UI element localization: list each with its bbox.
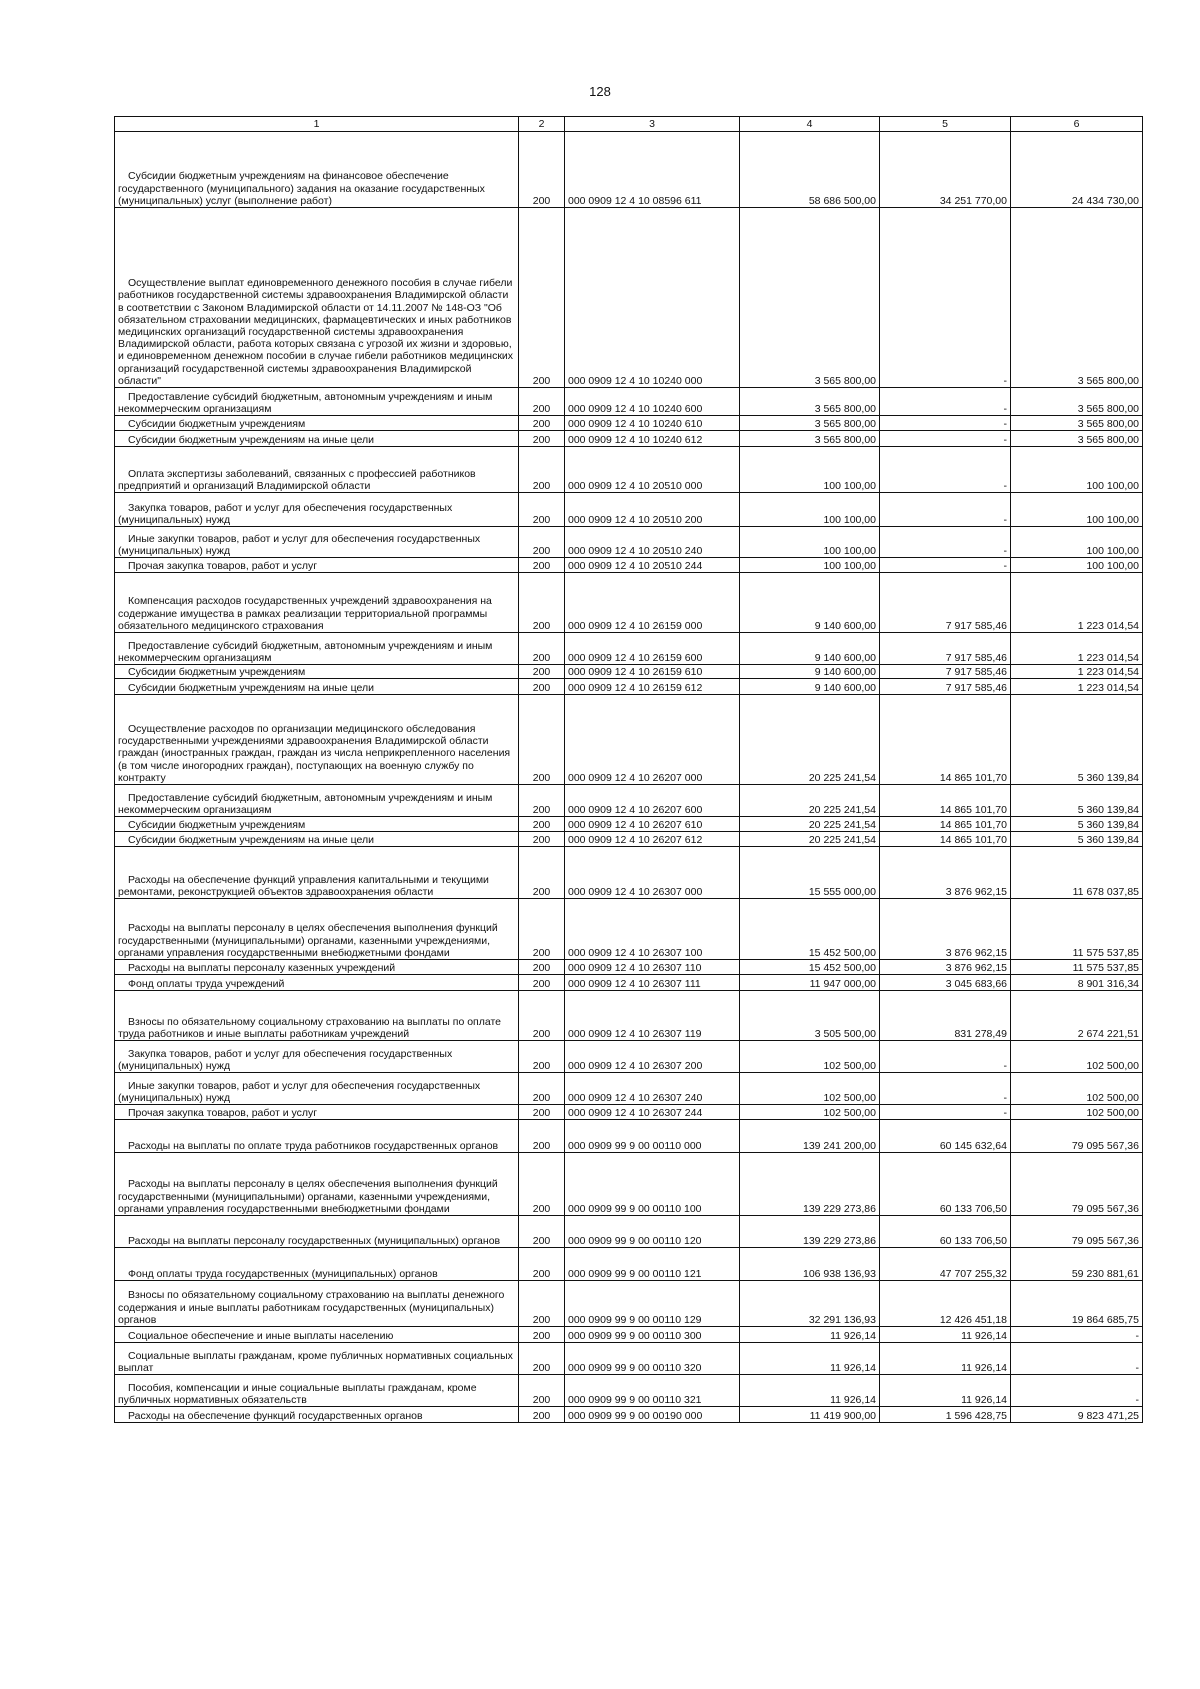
- header-col-1: 1: [115, 117, 519, 132]
- row-unexecuted: 102 500,00: [1011, 1105, 1143, 1120]
- row-approved: 15 452 500,00: [740, 899, 880, 960]
- table-row: [115, 1375, 1143, 1407]
- row-unexecuted: 79 095 567,36: [1011, 1153, 1143, 1216]
- row-code: 200: [519, 975, 565, 991]
- row-code: 200: [519, 447, 565, 493]
- table-row: [115, 1407, 1143, 1423]
- row-code: 200: [519, 633, 565, 665]
- row-name-text: Субсидии бюджетным учреждениям на иные цели: [128, 681, 374, 694]
- row-unexecuted: 100 100,00: [1011, 447, 1143, 493]
- row-name: [115, 847, 519, 899]
- row-name: [115, 208, 519, 388]
- row-unexecuted: 5 360 139,84: [1011, 785, 1143, 817]
- header-col-4: 4: [740, 117, 880, 132]
- row-name-text: Расходы на обеспечение функций государственных органов: [128, 1409, 423, 1422]
- row-executed: -: [880, 447, 1011, 493]
- row-name: [115, 1281, 519, 1327]
- row-name-text: Закупка товаров, работ и услуг для обеспечения государственных (муниципальных) нужд: [118, 501, 453, 526]
- row-code: 200: [519, 695, 565, 785]
- row-budget-code: 000 0909 12 4 10 26307 111: [565, 975, 740, 991]
- row-executed: 7 917 585,46: [880, 665, 1011, 679]
- table-row: [115, 493, 1143, 527]
- row-budget-code: 000 0909 12 4 10 10240 000: [565, 208, 740, 388]
- row-name: [115, 573, 519, 633]
- row-name: [115, 493, 519, 527]
- row-unexecuted: 102 500,00: [1011, 1073, 1143, 1105]
- row-approved: 139 229 273,86: [740, 1153, 880, 1216]
- row-name-text: Взносы по обязательному социальному страхованию на выплаты денежного содержания и иные выплаты работникам государственных (муниципальных) органов: [118, 1289, 505, 1326]
- row-name: [115, 1105, 519, 1120]
- row-code: 200: [519, 679, 565, 695]
- row-approved: 11 926,14: [740, 1327, 880, 1343]
- row-name: [115, 899, 519, 960]
- row-approved: 100 100,00: [740, 527, 880, 558]
- row-unexecuted: -: [1011, 1327, 1143, 1343]
- row-name-text: Закупка товаров, работ и услуг для обеспечения государственных (муниципальных) нужд: [118, 1047, 453, 1072]
- row-code: 200: [519, 1105, 565, 1120]
- row-approved: 20 225 241,54: [740, 695, 880, 785]
- row-name: [115, 832, 519, 847]
- table-row: [115, 1153, 1143, 1216]
- row-executed: 11 926,14: [880, 1327, 1011, 1343]
- row-executed: 14 865 101,70: [880, 695, 1011, 785]
- table-row: [115, 832, 1143, 847]
- row-approved: 3 565 800,00: [740, 431, 880, 447]
- row-name: [115, 960, 519, 975]
- row-code: 200: [519, 558, 565, 573]
- row-name-text: Фонд оплаты труда государственных (муниципальных) органов: [128, 1267, 438, 1280]
- table-row: [115, 817, 1143, 832]
- table-row: [115, 960, 1143, 975]
- row-approved: 9 140 600,00: [740, 665, 880, 679]
- row-budget-code: 000 0909 12 4 10 26159 600: [565, 633, 740, 665]
- row-name: [115, 1153, 519, 1216]
- row-name-text: Оплата экспертизы заболеваний, связанных с профессией работников предприятий и организаций Владимирской области: [118, 467, 476, 492]
- row-name-text: Субсидии бюджетным учреждениям: [128, 417, 306, 430]
- row-budget-code: 000 0909 12 4 10 26307 110: [565, 960, 740, 975]
- row-executed: -: [880, 1041, 1011, 1073]
- row-executed: 7 917 585,46: [880, 573, 1011, 633]
- row-approved: 32 291 136,93: [740, 1281, 880, 1327]
- table-row: [115, 1120, 1143, 1153]
- row-budget-code: 000 0909 12 4 10 20510 244: [565, 558, 740, 573]
- table-row: [115, 208, 1143, 388]
- table-row: [115, 1248, 1143, 1281]
- table-row: [115, 558, 1143, 573]
- row-name: [115, 817, 519, 832]
- row-name: [115, 991, 519, 1041]
- row-approved: 3 565 800,00: [740, 416, 880, 431]
- row-executed: 60 133 706,50: [880, 1216, 1011, 1248]
- row-name-text: Субсидии бюджетным учреждениям: [128, 818, 306, 831]
- row-budget-code: 000 0909 12 4 10 26159 000: [565, 573, 740, 633]
- row-budget-code: 000 0909 99 9 00 00110 321: [565, 1375, 740, 1407]
- row-name-text: Предоставление субсидий бюджетным, автономным учреждениям и иным некоммерческим организациям: [118, 390, 493, 415]
- row-budget-code: 000 0909 12 4 10 26307 100: [565, 899, 740, 960]
- row-unexecuted: 11 575 537,85: [1011, 960, 1143, 975]
- row-budget-code: 000 0909 12 4 10 26207 000: [565, 695, 740, 785]
- row-name: [115, 785, 519, 817]
- row-name-text: Осуществление расходов по организации медицинского обследования государственными учреждениями здравоохранения Владимирской области граждан (иностранных граждан, граждан из числа неприкрепленного населения (в том числе иногородних граждан), поступающих на военную службу по контракту: [118, 722, 511, 784]
- table-row: [115, 991, 1143, 1041]
- table-row: [115, 431, 1143, 447]
- row-name-text: Субсидии бюджетным учреждениям на иные цели: [128, 833, 374, 846]
- row-executed: 34 251 770,00: [880, 132, 1011, 208]
- row-name: [115, 447, 519, 493]
- row-budget-code: 000 0909 12 4 10 20510 200: [565, 493, 740, 527]
- row-code: 200: [519, 431, 565, 447]
- row-name: [115, 1407, 519, 1423]
- row-code: 200: [519, 960, 565, 975]
- row-unexecuted: 8 901 316,34: [1011, 975, 1143, 991]
- row-approved: 3 565 800,00: [740, 208, 880, 388]
- row-unexecuted: 79 095 567,36: [1011, 1120, 1143, 1153]
- page-number: 128: [589, 84, 611, 99]
- table-header-row: [115, 117, 1143, 132]
- table-row: [115, 679, 1143, 695]
- row-executed: 3 876 962,15: [880, 960, 1011, 975]
- row-approved: 20 225 241,54: [740, 832, 880, 847]
- row-name-text: Предоставление субсидий бюджетным, автономным учреждениям и иным некоммерческим организациям: [118, 791, 493, 816]
- row-executed: -: [880, 208, 1011, 388]
- row-approved: 100 100,00: [740, 493, 880, 527]
- row-executed: 7 917 585,46: [880, 633, 1011, 665]
- table-row: [115, 665, 1143, 679]
- row-code: 200: [519, 208, 565, 388]
- row-code: 200: [519, 665, 565, 679]
- row-name-text: Расходы на обеспечение функций управления капитальными и текущими ремонтами, реконструкцией объектов здравоохранения области: [118, 873, 489, 898]
- row-budget-code: 000 0909 12 4 10 26307 244: [565, 1105, 740, 1120]
- row-unexecuted: 11 575 537,85: [1011, 899, 1143, 960]
- row-executed: 14 865 101,70: [880, 817, 1011, 832]
- row-unexecuted: 1 223 014,54: [1011, 679, 1143, 695]
- table-row: [115, 785, 1143, 817]
- row-name: [115, 679, 519, 695]
- row-approved: 100 100,00: [740, 558, 880, 573]
- row-approved: 3 505 500,00: [740, 991, 880, 1041]
- row-code: 200: [519, 899, 565, 960]
- row-code: 200: [519, 1120, 565, 1153]
- table-row: [115, 573, 1143, 633]
- row-code: 200: [519, 1041, 565, 1073]
- row-name: [115, 665, 519, 679]
- row-unexecuted: 5 360 139,84: [1011, 832, 1143, 847]
- row-code: 200: [519, 1343, 565, 1375]
- header-col-2: 2: [519, 117, 565, 132]
- row-executed: 3 876 962,15: [880, 847, 1011, 899]
- row-name: [115, 431, 519, 447]
- row-approved: 58 686 500,00: [740, 132, 880, 208]
- row-name: [115, 1343, 519, 1375]
- row-executed: -: [880, 388, 1011, 416]
- row-name: [115, 695, 519, 785]
- row-budget-code: 000 0909 99 9 00 00110 320: [565, 1343, 740, 1375]
- row-code: 200: [519, 493, 565, 527]
- row-name-text: Расходы на выплаты персоналу государственных (муниципальных) органов: [128, 1234, 501, 1247]
- row-name: [115, 558, 519, 573]
- row-approved: 9 140 600,00: [740, 573, 880, 633]
- row-code: 200: [519, 832, 565, 847]
- row-unexecuted: 5 360 139,84: [1011, 695, 1143, 785]
- row-executed: -: [880, 1105, 1011, 1120]
- row-unexecuted: 3 565 800,00: [1011, 388, 1143, 416]
- row-budget-code: 000 0909 12 4 10 26207 600: [565, 785, 740, 817]
- row-budget-code: 000 0909 12 4 10 26307 240: [565, 1073, 740, 1105]
- row-executed: -: [880, 527, 1011, 558]
- row-budget-code: 000 0909 12 4 10 10240 612: [565, 431, 740, 447]
- row-code: 200: [519, 817, 565, 832]
- row-budget-code: 000 0909 12 4 10 26159 612: [565, 679, 740, 695]
- table-row: [115, 695, 1143, 785]
- row-name: [115, 1120, 519, 1153]
- row-budget-code: 000 0909 99 9 00 00110 129: [565, 1281, 740, 1327]
- table-row: [115, 1343, 1143, 1375]
- row-budget-code: 000 0909 99 9 00 00110 121: [565, 1248, 740, 1281]
- row-name: [115, 1375, 519, 1407]
- row-unexecuted: 100 100,00: [1011, 493, 1143, 527]
- row-budget-code: 000 0909 12 4 10 26307 000: [565, 847, 740, 899]
- row-name: [115, 527, 519, 558]
- table-row: [115, 416, 1143, 431]
- row-name: [115, 975, 519, 991]
- table-row: [115, 975, 1143, 991]
- budget-table: [114, 116, 1143, 1423]
- row-name-text: Прочая закупка товаров, работ и услуг: [128, 1106, 318, 1119]
- row-unexecuted: 59 230 881,61: [1011, 1248, 1143, 1281]
- row-approved: 102 500,00: [740, 1105, 880, 1120]
- row-executed: 12 426 451,18: [880, 1281, 1011, 1327]
- row-unexecuted: 2 674 221,51: [1011, 991, 1143, 1041]
- row-budget-code: 000 0909 12 4 10 10240 600: [565, 388, 740, 416]
- row-name-text: Предоставление субсидий бюджетным, автономным учреждениям и иным некоммерческим организациям: [118, 639, 493, 664]
- table-row: [115, 1105, 1143, 1120]
- row-approved: 20 225 241,54: [740, 817, 880, 832]
- row-executed: 3 045 683,66: [880, 975, 1011, 991]
- table-row: [115, 1327, 1143, 1343]
- row-approved: 3 565 800,00: [740, 388, 880, 416]
- row-name-text: Взносы по обязательному социальному страхованию на выплаты по оплате труда работников и иные выплаты работникам учреждений: [118, 1015, 502, 1040]
- row-budget-code: 000 0909 12 4 10 26207 610: [565, 817, 740, 832]
- row-approved: 11 947 000,00: [740, 975, 880, 991]
- row-executed: 47 707 255,32: [880, 1248, 1011, 1281]
- row-executed: 14 865 101,70: [880, 785, 1011, 817]
- row-code: 200: [519, 847, 565, 899]
- row-budget-code: 000 0909 99 9 00 00110 100: [565, 1153, 740, 1216]
- row-name-text: Иные закупки товаров, работ и услуг для обеспечения государственных (муниципальных) нужд: [118, 532, 481, 557]
- row-executed: -: [880, 1073, 1011, 1105]
- row-budget-code: 000 0909 99 9 00 00110 300: [565, 1327, 740, 1343]
- row-budget-code: 000 0909 12 4 10 10240 610: [565, 416, 740, 431]
- row-executed: -: [880, 493, 1011, 527]
- row-executed: -: [880, 558, 1011, 573]
- row-name-text: Прочая закупка товаров, работ и услуг: [128, 559, 318, 572]
- row-executed: 11 926,14: [880, 1375, 1011, 1407]
- row-approved: 102 500,00: [740, 1041, 880, 1073]
- row-code: 200: [519, 1073, 565, 1105]
- row-executed: 831 278,49: [880, 991, 1011, 1041]
- row-name-text: Расходы на выплаты персоналу казенных учреждений: [128, 961, 396, 974]
- row-code: 200: [519, 527, 565, 558]
- table-body: [115, 132, 1143, 1423]
- table-row: [115, 447, 1143, 493]
- row-code: 200: [519, 991, 565, 1041]
- row-approved: 9 140 600,00: [740, 679, 880, 695]
- row-code: 200: [519, 388, 565, 416]
- row-name-text: Расходы на выплаты персоналу в целях обеспечения выполнения функций государственными (муниципальными) органами, казенными учреждениями, органами управления государственными внебюджетными фондами: [118, 922, 498, 959]
- row-unexecuted: -: [1011, 1375, 1143, 1407]
- row-budget-code: 000 0909 12 4 10 26307 119: [565, 991, 740, 1041]
- row-name: [115, 132, 519, 208]
- row-budget-code: 000 0909 12 4 10 26159 610: [565, 665, 740, 679]
- table-row: [115, 847, 1143, 899]
- row-approved: 139 229 273,86: [740, 1216, 880, 1248]
- row-name: [115, 1327, 519, 1343]
- row-unexecuted: 1 223 014,54: [1011, 633, 1143, 665]
- row-approved: 11 926,14: [740, 1375, 880, 1407]
- row-name-text: Расходы на выплаты по оплате труда работников государственных органов: [128, 1139, 499, 1152]
- table-row: [115, 1041, 1143, 1073]
- row-approved: 106 938 136,93: [740, 1248, 880, 1281]
- row-approved: 9 140 600,00: [740, 633, 880, 665]
- row-name: [115, 1216, 519, 1248]
- row-approved: 102 500,00: [740, 1073, 880, 1105]
- row-approved: 139 241 200,00: [740, 1120, 880, 1153]
- row-name-text: Осуществление выплат единовременного денежного пособия в случае гибели работников государственной системы здравоохранения Владимирской области в соответствии с Законом Владимирской области от 14.11.2007 № 148-ОЗ "Об обязательном страховании медицинских, фармацевтических и иных работников медицинских организаций государственной системы здравоохранения Владимирской области, работа которых связана с угрозой их жизни и здоровью, и единовременном денежном пособии в случае гибели работников медицинских организаций государственной системы здравоохранения Владимирской области": [118, 277, 514, 387]
- header-col-3: 3: [565, 117, 740, 132]
- table-row: [115, 899, 1143, 960]
- row-approved: 100 100,00: [740, 447, 880, 493]
- row-name: [115, 1073, 519, 1105]
- row-unexecuted: 100 100,00: [1011, 527, 1143, 558]
- row-name-text: Субсидии бюджетным учреждениям: [128, 665, 306, 678]
- row-approved: 11 419 900,00: [740, 1407, 880, 1423]
- row-budget-code: 000 0909 12 4 10 20510 240: [565, 527, 740, 558]
- row-executed: 14 865 101,70: [880, 832, 1011, 847]
- row-unexecuted: 11 678 037,85: [1011, 847, 1143, 899]
- row-approved: 15 555 000,00: [740, 847, 880, 899]
- row-code: 200: [519, 132, 565, 208]
- row-budget-code: 000 0909 99 9 00 00190 000: [565, 1407, 740, 1423]
- row-budget-code: 000 0909 12 4 10 26307 200: [565, 1041, 740, 1073]
- row-name-text: Компенсация расходов государственных учреждений здравоохранения на содержание имущества в рамках реализации территориальной программы обязательного медицинского страхования: [118, 595, 492, 632]
- row-name: [115, 633, 519, 665]
- row-approved: 15 452 500,00: [740, 960, 880, 975]
- row-code: 200: [519, 1327, 565, 1343]
- row-unexecuted: 102 500,00: [1011, 1041, 1143, 1073]
- row-budget-code: 000 0909 99 9 00 00110 120: [565, 1216, 740, 1248]
- row-code: 200: [519, 1281, 565, 1327]
- row-unexecuted: 1 223 014,54: [1011, 573, 1143, 633]
- row-code: 200: [519, 1216, 565, 1248]
- table-row: [115, 1216, 1143, 1248]
- row-executed: 3 876 962,15: [880, 899, 1011, 960]
- header-col-5: 5: [880, 117, 1011, 132]
- row-name-text: Пособия, компенсации и иные социальные выплаты гражданам, кроме публичных нормативных обязательств: [118, 1381, 477, 1406]
- row-approved: 20 225 241,54: [740, 785, 880, 817]
- row-budget-code: 000 0909 12 4 10 20510 000: [565, 447, 740, 493]
- row-budget-code: 000 0909 12 4 10 26207 612: [565, 832, 740, 847]
- row-unexecuted: 3 565 800,00: [1011, 431, 1143, 447]
- row-name: [115, 416, 519, 431]
- row-name: [115, 1041, 519, 1073]
- table-row: [115, 527, 1143, 558]
- row-unexecuted: 24 434 730,00: [1011, 132, 1143, 208]
- row-code: 200: [519, 416, 565, 431]
- row-executed: 60 133 706,50: [880, 1153, 1011, 1216]
- row-code: 200: [519, 1407, 565, 1423]
- row-name: [115, 388, 519, 416]
- row-unexecuted: 9 823 471,25: [1011, 1407, 1143, 1423]
- row-name-text: Социальные выплаты гражданам, кроме публичных нормативных социальных выплат: [118, 1349, 513, 1374]
- row-unexecuted: 3 565 800,00: [1011, 208, 1143, 388]
- row-executed: 60 145 632,64: [880, 1120, 1011, 1153]
- row-name-text: Субсидии бюджетным учреждениям на финансовое обеспечение государственного (муниципального) задания на оказание государственных (муниципальных) услуг (выполнение работ): [118, 170, 485, 207]
- row-code: 200: [519, 573, 565, 633]
- row-code: 200: [519, 1375, 565, 1407]
- row-code: 200: [519, 1248, 565, 1281]
- row-unexecuted: 100 100,00: [1011, 558, 1143, 573]
- row-name-text: Расходы на выплаты персоналу в целях обеспечения выполнения функций государственными (муниципальными) органами, казенными учреждениями, органами управления государственными внебюджетными фондами: [118, 1178, 498, 1215]
- row-unexecuted: 1 223 014,54: [1011, 665, 1143, 679]
- row-executed: 1 596 428,75: [880, 1407, 1011, 1423]
- row-executed: 7 917 585,46: [880, 679, 1011, 695]
- row-name-text: Социальное обеспечение и иные выплаты населению: [128, 1329, 394, 1342]
- row-budget-code: 000 0909 99 9 00 00110 000: [565, 1120, 740, 1153]
- row-executed: -: [880, 431, 1011, 447]
- row-unexecuted: 3 565 800,00: [1011, 416, 1143, 431]
- row-name: [115, 1248, 519, 1281]
- row-unexecuted: 79 095 567,36: [1011, 1216, 1143, 1248]
- row-name-text: Фонд оплаты труда учреждений: [128, 977, 285, 990]
- row-code: 200: [519, 785, 565, 817]
- header-col-6: 6: [1011, 117, 1143, 132]
- table-row: [115, 633, 1143, 665]
- row-unexecuted: 5 360 139,84: [1011, 817, 1143, 832]
- row-unexecuted: -: [1011, 1343, 1143, 1375]
- row-unexecuted: 19 864 685,75: [1011, 1281, 1143, 1327]
- table-row: [115, 132, 1143, 208]
- table-row: [115, 388, 1143, 416]
- row-code: 200: [519, 1153, 565, 1216]
- row-name-text: Иные закупки товаров, работ и услуг для обеспечения государственных (муниципальных) нужд: [118, 1079, 481, 1104]
- row-approved: 11 926,14: [740, 1343, 880, 1375]
- table-row: [115, 1281, 1143, 1327]
- row-budget-code: 000 0909 12 4 10 08596 611: [565, 132, 740, 208]
- row-executed: -: [880, 416, 1011, 431]
- row-name-text: Субсидии бюджетным учреждениям на иные цели: [128, 433, 374, 446]
- table-row: [115, 1073, 1143, 1105]
- row-executed: 11 926,14: [880, 1343, 1011, 1375]
